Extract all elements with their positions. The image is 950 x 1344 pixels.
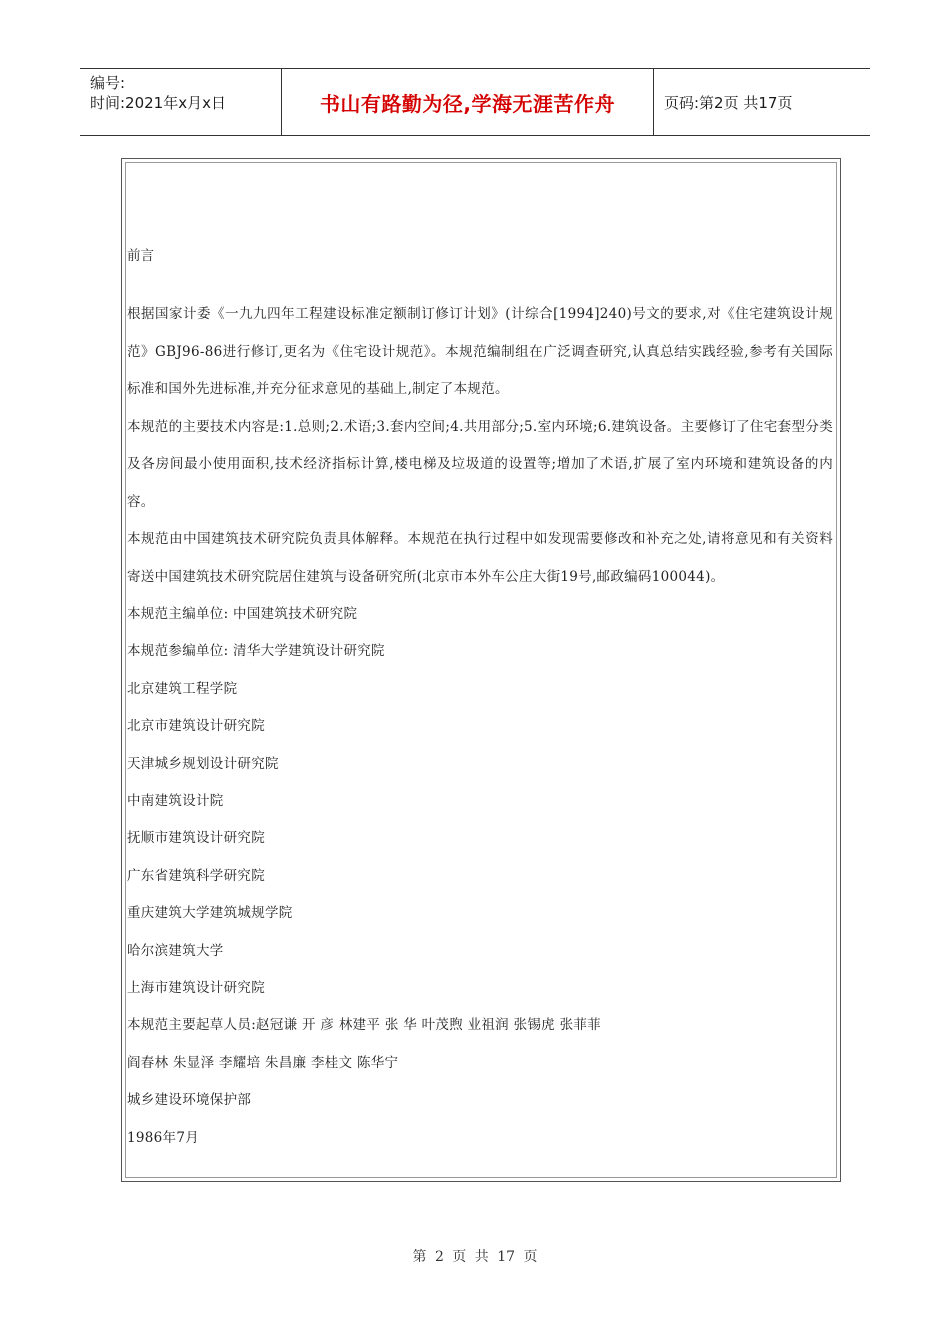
issue-date: 1986年7月 xyxy=(127,1129,200,1146)
document-body xyxy=(127,238,833,1157)
paragraph-3: 本规范由中国建筑技术研究院负责具体解释。本规范在执行过程中如发现需要修改和补充之处,请将意见和有关资料寄送中国建筑技术研究院居住建筑与设备研究所(北京市本外车公庄大街19号,邮政编码100044)。 xyxy=(127,531,833,585)
chief-editor-unit: 本规范主编单位: 中国建筑技术研究院 xyxy=(127,606,358,622)
time-label: 时间:2021年x月x日 xyxy=(90,94,226,112)
participating-unit: 重庆建筑大学建筑城规学院 xyxy=(127,905,293,922)
paragraph-2: 本规范的主要技术内容是:1.总则;2.术语;3.套内空间;4.共用部分;5.室内环境;6.建筑设备。主要修订了住宅套型分类及各房间最小使用面积,技术经济指标计算,楼电梯及垃圾道的设置等;增加了术语,扩展了室内环境和建筑设备的内容。 xyxy=(127,418,833,510)
participating-unit: 天津城乡规划设计研究院 xyxy=(127,755,279,772)
participating-unit: 上海市建筑设计研究院 xyxy=(127,980,265,997)
issuing-department: 城乡建设环境保护部 xyxy=(127,1092,252,1109)
page-footer: 第 2 页 共 17 页 xyxy=(412,1249,538,1265)
participating-unit: 抚顺市建筑设计研究院 xyxy=(127,830,265,847)
section-title: 前言 xyxy=(127,248,154,264)
participating-unit: 广东省建筑科学研究院 xyxy=(127,867,265,884)
participating-unit: 中南建筑设计院 xyxy=(127,793,224,810)
participating-unit: 本规范参编单位: 清华大学建筑设计研究院 xyxy=(127,643,385,660)
participating-unit: 北京市建筑设计研究院 xyxy=(127,718,265,735)
participating-unit: 哈尔滨建筑大学 xyxy=(127,942,224,959)
participating-unit: 北京建筑工程学院 xyxy=(127,680,238,697)
header-meta xyxy=(80,69,281,135)
paragraph-1: 根据国家计委《一九九四年工程建设标准定额制订修订计划》(计综合[1994]240)号文的要求,对《住宅建筑设计规范》GBJ96-86进行修订,更名为《住宅设计规范》。本规范编制组在广泛调查研究,认真总结实践经验,参考有关国际标准和国外先进标准,并充分征求意见的基础上,制定了本规范。 xyxy=(127,306,833,397)
drafters-line: 本规范主要起草人员:赵冠谦 开 彦 林建平 张 华 叶茂煦 业祖润 张锡虎 张菲菲 xyxy=(127,1017,601,1034)
drafters-line-continued: 阎春林 朱显泽 李耀培 朱昌廉 李桂文 陈华宁 xyxy=(127,1054,399,1071)
document-header xyxy=(80,68,870,136)
spacer xyxy=(127,284,833,296)
header-page-info: 页码:第2页 共17页 xyxy=(664,93,793,112)
code-label: 编号: xyxy=(90,74,126,92)
header-motto: 书山有路勤为径,学海无涯苦作舟 xyxy=(281,69,654,135)
